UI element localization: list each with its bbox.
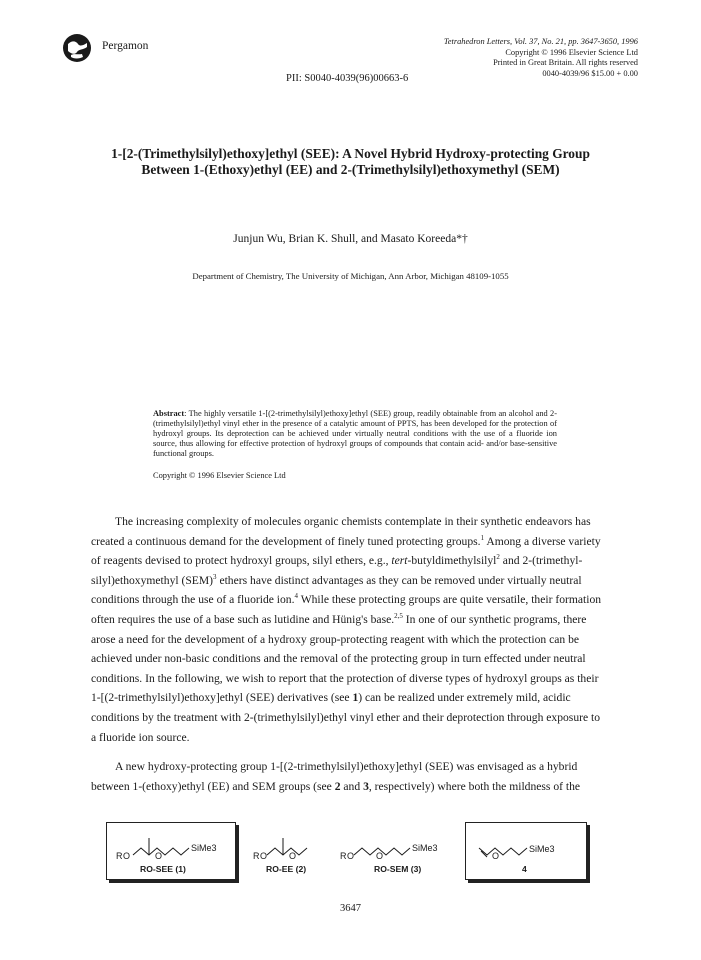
svg-text:O: O bbox=[155, 851, 163, 861]
structure-sem-drawing bbox=[338, 822, 458, 862]
structure-sem-label: RO-SEM (3) bbox=[374, 864, 422, 874]
text-line: A new hydroxy-protecting group 1-[(2-trimethylsilyl)ethoxy]ethyl (SEE) was envisaged as a hybrid bbox=[115, 760, 578, 773]
text-line: The increasing complexity of molecules organic chemists contemplate in their synthetic endeavors has bbox=[115, 515, 591, 528]
text-line: a fluoride ion source. bbox=[91, 730, 190, 744]
text-line: conditions through the use of a fluoride ion.$^4$ While these protecting groups are quite versatile, their formation bbox=[91, 592, 602, 607]
body-paragraph-1 bbox=[91, 512, 611, 747]
text-line: arose a need for the development of a hydroxy group-protecting reagent with which the protection can be bbox=[91, 632, 580, 646]
text-line: achieved under non-basic conditions and the removal of the protecting group in turn effected under neutral bbox=[91, 652, 586, 666]
journal-citation: Tetrahedron Letters, Vol. 37, No. 21, pp. 3647-3650, 1996 bbox=[443, 37, 638, 46]
journal-printed: Printed in Great Britain. All rights reserved bbox=[493, 58, 638, 68]
svg-text:SiMe3: SiMe3 bbox=[529, 844, 555, 854]
abstract-text: : The highly versatile 1-[(2-trimethylsilyl)ethoxy]ethyl (SEE) group, readily obtainable from an alcohol and 2-(trimethylsilyl)ethyl vinyl ether in the presence of a catalytic amount of PPTS, has been developed for the protection of hydroxyl groups. Its deprotection can be achieved under virtually neutral conditions with the use of a fluoride ion source, thus allowing for effective protection of hydroxyl groups of compounds that contain acid- and/or base-sensitive functional groups. bbox=[153, 409, 557, 459]
pergamon-globe-logo-icon bbox=[62, 33, 92, 63]
structure-ee-label: RO-EE (2) bbox=[266, 864, 307, 874]
affiliation: Department of Chemistry, The University of Michigan, Ann Arbor, Michigan 48109-1055 bbox=[192, 271, 509, 281]
text-line: between 1-(ethoxy)ethyl (EE) and SEM groups (see 2 and 3, respectively) where both the mildness of the bbox=[91, 779, 581, 793]
title-line-1: 1-[2-(Trimethylsilyl)ethoxy]ethyl (SEE): A Novel Hybrid Hydroxy-protecting Group bbox=[111, 146, 590, 161]
title-line-2: Between 1-(Ethoxy)ethyl (EE) and 2-(Trimethylsilyl)ethoxymethyl (SEM) bbox=[141, 161, 560, 177]
svg-text:SiMe3: SiMe3 bbox=[191, 843, 217, 853]
svg-text:O: O bbox=[260, 851, 268, 861]
structure-ee-drawing bbox=[251, 822, 321, 862]
svg-text:O: O bbox=[123, 851, 131, 861]
svg-text:R: R bbox=[253, 851, 260, 861]
svg-text:R: R bbox=[340, 851, 347, 861]
structure-see-drawing bbox=[106, 822, 236, 862]
structure-vinyl-label: 4 bbox=[522, 864, 527, 874]
text-line: 1-[(2-trimethylsilyl)ethoxy]ethyl (SEE) derivatives (see 1) can be realized under extremely mild, acidic bbox=[91, 691, 571, 705]
text-line: of reagents devised to protect hydroxyl groups, silyl ethers, e.g., tert-butyldimethylsilyl$^2$ and 2-(trimethyl- bbox=[91, 553, 583, 568]
text-line: silyl)ethoxymethyl (SEM)$^3$ ethers have distinct advantages as they can be removed under virtually neutral bbox=[91, 572, 582, 587]
pii-code: PII: S0040-4039(96)00663-6 bbox=[286, 73, 409, 84]
journal-copyright: Copyright © 1996 Elsevier Science Ltd bbox=[505, 47, 638, 57]
journal-info bbox=[444, 37, 638, 79]
text-line: created a continuous demand for the development of finely tuned protecting groups.$^1$ Among a diverse variety bbox=[91, 533, 601, 548]
text-line: conditions. In the following, we wish to report that the protection of diverse types of hydroxyl groups as their bbox=[91, 671, 599, 685]
paper-title bbox=[60, 146, 641, 177]
svg-text:O: O bbox=[376, 851, 384, 861]
publisher-name: Pergamon bbox=[102, 40, 149, 52]
abstract bbox=[153, 409, 557, 459]
structure-vinyl-drawing bbox=[465, 822, 587, 862]
body-paragraph-2 bbox=[91, 757, 611, 796]
structure-see-label: RO-SEE (1) bbox=[140, 864, 186, 874]
svg-text:O: O bbox=[492, 851, 500, 861]
text-line: conditions by the treatment with 2-(trimethylsilyl)ethyl vinyl ether and their deprotection through exposure to bbox=[91, 710, 601, 724]
authors: Junjun Wu, Brian K. Shull, and Masato Koreeda*† bbox=[233, 233, 468, 245]
journal-issn: 0040-4039/96 $15.00 + 0.00 bbox=[542, 68, 638, 78]
svg-text:O: O bbox=[347, 851, 355, 861]
abstract-label: Abstract bbox=[153, 409, 185, 418]
page-number: 3647 bbox=[340, 903, 361, 914]
text-line: often requires the use of a base such as lutidine and Hünig's base.$^{2,5}$ In one of our synthetic programs, there bbox=[91, 612, 587, 626]
svg-text:R: R bbox=[116, 851, 123, 861]
svg-text:O: O bbox=[289, 851, 297, 861]
structure-scheme bbox=[106, 822, 596, 884]
abstract-copyright: Copyright © 1996 Elsevier Science Ltd bbox=[153, 471, 286, 480]
svg-text:SiMe3: SiMe3 bbox=[412, 843, 438, 853]
